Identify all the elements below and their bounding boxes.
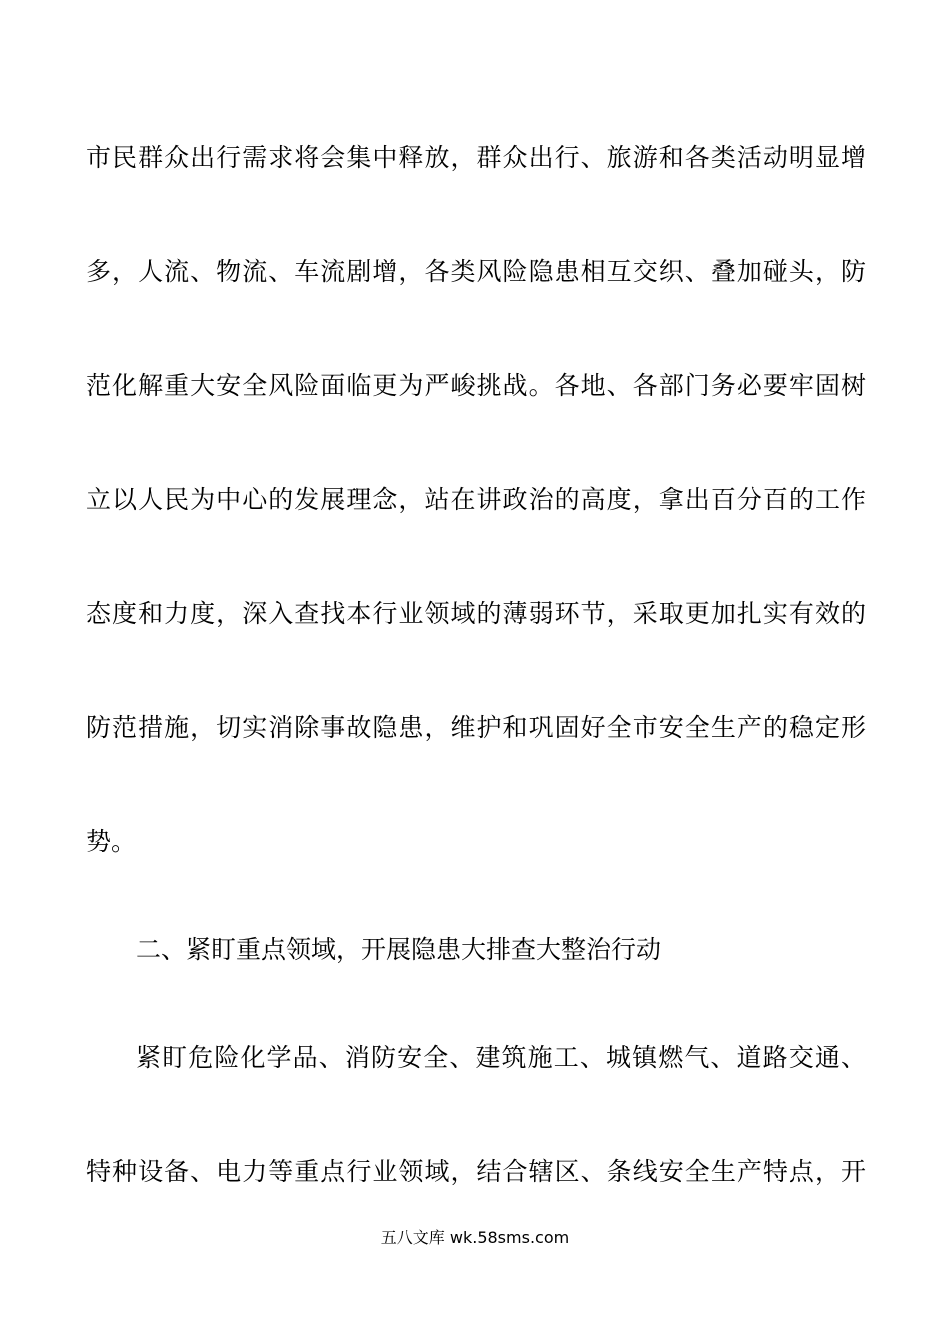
section-heading: 二、紧盯重点领域，开展隐患大排查大整治行动 <box>136 935 662 964</box>
paragraph-line: 紧盯危险化学品、消防安全、建筑施工、城镇燃气、道路交通、 <box>136 1043 866 1072</box>
paragraph-line: 势。 <box>86 827 137 856</box>
paragraph-line: 防范措施，切实消除事故隐患，维护和巩固好全市安全生产的稳定形 <box>86 713 866 742</box>
paragraph-line: 多，人流、物流、车流剧增，各类风险隐患相互交织、叠加碰头，防 <box>86 257 866 286</box>
paragraph-line: 态度和力度，深入查找本行业领域的薄弱环节，采取更加扎实有效的 <box>86 599 866 628</box>
paragraph-line: 特种设备、电力等重点行业领域，结合辖区、条线安全生产特点，开 <box>86 1157 866 1186</box>
footer-watermark: 五八文库 wk.58sms.com <box>380 1228 570 1247</box>
paragraph-line: 立以人民为中心的发展理念，站在讲政治的高度，拿出百分百的工作 <box>86 485 866 514</box>
paragraph-line: 市民群众出行需求将会集中释放，群众出行、旅游和各类活动明显增 <box>86 143 866 172</box>
paragraph-line: 范化解重大安全风险面临更为严峻挑战。各地、各部门务必要牢固树 <box>86 371 866 400</box>
